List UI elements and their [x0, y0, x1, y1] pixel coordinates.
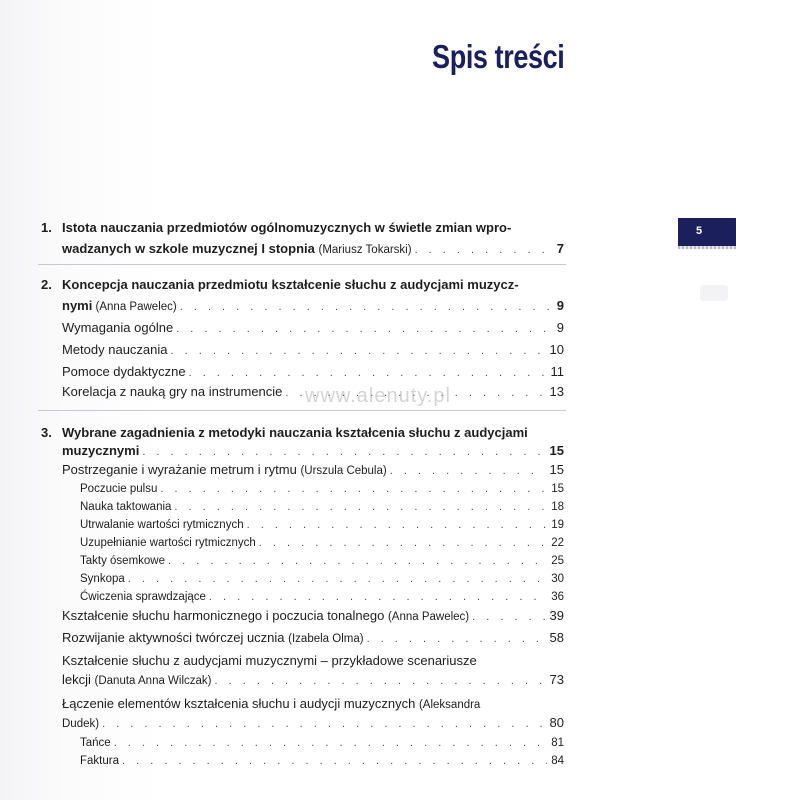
page-number: 25: [551, 555, 564, 567]
author: Dudek): [62, 718, 100, 730]
entry-title: Kształcenie słuchu harmonicznego i poczucia tonalnego: [62, 608, 385, 623]
leader-dots: [168, 551, 547, 571]
section-title-line: muzycznymi: [62, 443, 140, 458]
page-number-tab: 5: [678, 218, 736, 246]
section-title-line: Wybrane zagadnienia z metodyki nauczania kształcenia słuchu z audycjami: [62, 425, 528, 440]
subentry-title: Synkopa: [80, 573, 125, 585]
page-number: 7: [556, 241, 564, 256]
leader-dots: [128, 569, 547, 589]
leader-dots: [209, 587, 547, 607]
page-number: 10: [549, 342, 564, 357]
subentry-title: Utrwalanie wartości rytmicznych: [80, 519, 244, 531]
toc-subentry: [80, 733, 564, 753]
watermark: www.alenuty.pl: [305, 385, 451, 407]
divider: [38, 264, 566, 265]
leader-dots: [415, 240, 553, 260]
toc-subentry: [80, 497, 564, 517]
page-number: 13: [549, 384, 564, 399]
toc-subentry: [80, 515, 564, 535]
leader-dots: [367, 629, 546, 649]
section-number: 1.: [41, 220, 52, 235]
author: (Mariusz Tokarski): [318, 244, 412, 256]
leader-dots: [122, 751, 547, 771]
entry-title-text: Łączenie elementów kształcenia słuchu i audycji muzycznych: [62, 696, 416, 711]
page-number: 15: [551, 483, 564, 495]
page-number: 58: [549, 630, 564, 645]
page-number: 15: [549, 443, 564, 458]
toc-subentry: [80, 569, 564, 589]
subentry-title: Nauka taktowania: [80, 501, 172, 513]
leader-dots: [174, 497, 547, 517]
entry-title: Postrzeganie i wyrażanie metrum i rytmu: [62, 462, 297, 477]
subentry-title: Tańce: [80, 737, 111, 749]
leader-dots: [142, 442, 545, 462]
subentry-title: Takty ósemkowe: [80, 555, 166, 567]
page-number: 81: [551, 737, 564, 749]
toc-entry: [62, 239, 564, 259]
subentry-title: Ćwiczenia sprawdzające: [80, 591, 206, 603]
toc-entry: [62, 340, 564, 360]
author: (Izabela Olma): [288, 633, 364, 645]
leader-dots: [160, 479, 547, 499]
page-number: 11: [550, 364, 564, 379]
toc-entry: [62, 296, 564, 316]
author: (Anna Pawelec): [92, 301, 177, 313]
leader-dots: [247, 515, 548, 535]
author: (Anna Pawelec): [387, 611, 470, 623]
page-number: 15: [549, 462, 564, 477]
section-title-line: Istota nauczania przedmiotów ogólnomuzycznych w świetle zmian wpro-: [62, 220, 512, 235]
entry-title: Kształcenie słuchu z audycjami muzycznymi – przykładowe scenariusze: [62, 653, 477, 668]
leader-dots: [259, 533, 547, 553]
author: (Urszula Cebula): [300, 465, 387, 477]
toc-entry: [62, 460, 564, 480]
page-number: 9: [556, 320, 564, 335]
section-title-line: Koncepcja nauczania przedmiotu kształcenie słuchu z audycjami muzycz-: [62, 277, 519, 292]
page-number: 30: [551, 573, 564, 585]
toc-entry: [62, 441, 564, 461]
page-number: 9: [556, 298, 564, 313]
toc-subentry: [80, 551, 564, 571]
page-number: 36: [551, 591, 564, 603]
leader-dots: [102, 714, 545, 734]
toc-subentry: [80, 533, 564, 553]
entry-title: [62, 694, 480, 714]
leader-dots: [472, 607, 545, 627]
leader-dots: [114, 733, 548, 753]
toc-subentry: [80, 751, 564, 771]
author: (Aleksandra: [418, 699, 481, 711]
page-number: 19: [551, 519, 564, 531]
toc-subentry: [80, 587, 564, 607]
entry-title: Metody nauczania: [62, 342, 168, 357]
leader-dots: [180, 297, 553, 317]
leader-dots: [390, 461, 546, 481]
leader-dots: [171, 341, 546, 361]
author: (Danuta Anna Wilczak): [94, 675, 212, 687]
toc-entry: [62, 362, 564, 382]
page-number: 73: [549, 672, 564, 687]
entry-title: Korelacja z nauką gry na instrumencie: [62, 384, 283, 399]
page-number: 22: [551, 537, 564, 549]
page-number: 80: [549, 715, 564, 730]
section-number: 2.: [41, 277, 52, 292]
entry-title: Pomoce dydaktyczne: [62, 364, 186, 379]
toc-subentry: [80, 479, 564, 499]
toc-entry: [62, 670, 564, 690]
subentry-title: Faktura: [80, 755, 119, 767]
toc-entry: [62, 606, 564, 626]
leader-dots: [215, 671, 546, 691]
section-title-line: nymi: [62, 298, 93, 313]
page-number: 18: [551, 501, 564, 513]
leader-dots: [189, 363, 547, 383]
page-number: 39: [549, 608, 564, 623]
entry-title: lekcji: [62, 672, 91, 687]
toc-entry: [62, 713, 564, 733]
divider: [38, 410, 566, 411]
entry-title: Wymagania ogólne: [62, 320, 174, 335]
page-title: Spis treści: [431, 38, 564, 75]
page-number: 84: [551, 755, 564, 767]
toc-entry: [62, 318, 564, 338]
subentry-title: Uzupełnianie wartości rytmicznych: [80, 537, 256, 549]
leader-dots: [176, 319, 553, 339]
entry-title: Rozwijanie aktywności twórczej ucznia: [62, 630, 285, 645]
subentry-title: Poczucie pulsu: [80, 483, 158, 495]
section-number: 3.: [41, 425, 52, 440]
section-title-line: wadzanych w szkole muzycznej I stopnia: [62, 241, 315, 256]
toc-entry: [62, 628, 564, 648]
